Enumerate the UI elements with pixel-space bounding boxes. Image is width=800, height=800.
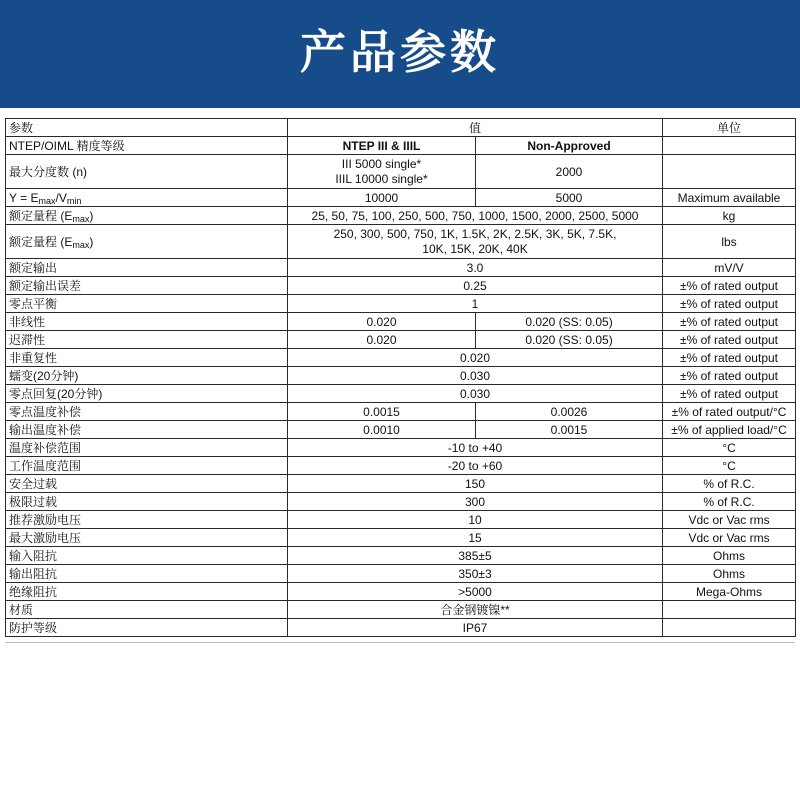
value-merged: 15	[288, 529, 663, 547]
value-line-1: III 5000 single*	[341, 156, 422, 171]
param-name: 推荐激励电压	[6, 511, 288, 529]
unit-cell: ±% of rated output	[663, 277, 796, 295]
value-merged: 350±3	[288, 565, 663, 583]
spec-table	[5, 118, 796, 637]
value-col-2: 0.020 (SS: 0.05)	[476, 313, 663, 331]
table-row	[6, 331, 796, 349]
unit-cell: Mega-Ohms	[663, 583, 796, 601]
table-row	[6, 259, 796, 277]
table-row	[6, 367, 796, 385]
spec-sheet	[5, 118, 795, 637]
unit-cell: ±% of rated output	[663, 367, 796, 385]
param-name: 防护等级	[6, 619, 288, 637]
value-line-2: 10K, 15K, 20K, 40K	[422, 241, 528, 256]
table-row	[6, 313, 796, 331]
value-merged: 3.0	[288, 259, 663, 277]
header-param: 参数	[6, 119, 288, 137]
value-line-2: IIIL 10000 single*	[335, 171, 428, 186]
param-name: 工作温度范围	[6, 457, 288, 475]
param-name	[6, 189, 288, 207]
table-row	[6, 421, 796, 439]
unit-cell: Vdc or Vac rms	[663, 511, 796, 529]
param-name: 零点回复(20分钟)	[6, 385, 288, 403]
value-col-2: 0.0026	[476, 403, 663, 421]
divider	[5, 642, 795, 643]
param-name: 零点平衡	[6, 295, 288, 313]
table-row	[6, 511, 796, 529]
value-col-2: Non-Approved	[476, 137, 663, 155]
param-name: 输出阻抗	[6, 565, 288, 583]
value-merged: -10 to +40	[288, 439, 663, 457]
value-col-2: 2000	[476, 155, 663, 189]
table-header-row	[6, 119, 796, 137]
table-row	[6, 457, 796, 475]
page-title: 产品参数	[300, 25, 500, 79]
param-name: 输入阻抗	[6, 547, 288, 565]
value-merged: 0.030	[288, 367, 663, 385]
table-row	[6, 529, 796, 547]
table-row	[6, 137, 796, 155]
name-part: 额定量程 (E	[9, 234, 73, 249]
param-name: 额定输出	[6, 259, 288, 277]
param-name: 输出温度补偿	[6, 421, 288, 439]
table-row	[6, 493, 796, 511]
name-subscript: max	[72, 213, 90, 224]
unit-cell: °C	[663, 439, 796, 457]
unit-cell: Ohms	[663, 565, 796, 583]
param-name	[6, 225, 288, 259]
table-row	[6, 349, 796, 367]
value-merged: IP67	[288, 619, 663, 637]
table-row	[6, 601, 796, 619]
param-name: 极限过载	[6, 493, 288, 511]
unit-cell: ±% of rated output	[663, 349, 796, 367]
value-col-1: 0.0015	[288, 403, 476, 421]
unit-cell: Vdc or Vac rms	[663, 529, 796, 547]
value-merged: 300	[288, 493, 663, 511]
name-part: )	[89, 208, 94, 223]
table-row	[6, 225, 796, 259]
table-row	[6, 277, 796, 295]
param-name: 最大分度数 (n)	[6, 155, 288, 189]
unit-cell: ±% of rated output/°C	[663, 403, 796, 421]
table-row	[6, 403, 796, 421]
table-row	[6, 619, 796, 637]
title-banner	[0, 0, 800, 108]
unit-cell: ±% of applied load/°C	[663, 421, 796, 439]
header-unit: 单位	[663, 119, 796, 137]
unit-cell	[663, 137, 796, 155]
param-name: 零点温度补偿	[6, 403, 288, 421]
name-subscript: max	[72, 239, 90, 250]
value-col-2: 0.0015	[476, 421, 663, 439]
unit-cell: ±% of rated output	[663, 331, 796, 349]
value-merged: 150	[288, 475, 663, 493]
name-part: /V	[55, 190, 67, 205]
value-merged: 0.020	[288, 349, 663, 367]
name-part: 额定量程 (E	[9, 208, 73, 223]
param-name: 安全过载	[6, 475, 288, 493]
value-merged: -20 to +60	[288, 457, 663, 475]
param-name: 非重复性	[6, 349, 288, 367]
unit-cell	[663, 619, 796, 637]
param-name: 蠕变(20分钟)	[6, 367, 288, 385]
value-line-1: 250, 300, 500, 750, 1K, 1.5K, 2K, 2.5K, 3K, 5K, 7.5K,	[333, 226, 617, 241]
table-row	[6, 547, 796, 565]
value-merged: >5000	[288, 583, 663, 601]
unit-cell: ±% of rated output	[663, 385, 796, 403]
unit-cell: ±% of rated output	[663, 295, 796, 313]
value-col-2: 5000	[476, 189, 663, 207]
name-part: )	[89, 234, 94, 249]
unit-cell: kg	[663, 207, 796, 225]
unit-cell	[663, 601, 796, 619]
table-row	[6, 385, 796, 403]
unit-cell	[663, 155, 796, 189]
value-merged: 10	[288, 511, 663, 529]
value-col-1: 0.0010	[288, 421, 476, 439]
value-merged: 合金钢镀镍**	[288, 601, 663, 619]
param-name: 最大激励电压	[6, 529, 288, 547]
unit-cell: Ohms	[663, 547, 796, 565]
value-col-1: 0.020	[288, 313, 476, 331]
value-merged: 0.030	[288, 385, 663, 403]
table-row	[6, 439, 796, 457]
table-row	[6, 475, 796, 493]
unit-cell: °C	[663, 457, 796, 475]
value-col-1: 10000	[288, 189, 476, 207]
table-row	[6, 565, 796, 583]
unit-cell: lbs	[663, 225, 796, 259]
unit-cell: Maximum available	[663, 189, 796, 207]
unit-cell: mV/V	[663, 259, 796, 277]
param-name: 绝缘阻抗	[6, 583, 288, 601]
unit-cell: ±% of rated output	[663, 313, 796, 331]
value-col-1: NTEP III & IIIL	[288, 137, 476, 155]
unit-cell: % of R.C.	[663, 475, 796, 493]
value-merged: 1	[288, 295, 663, 313]
table-row	[6, 189, 796, 207]
param-name: 额定输出误差	[6, 277, 288, 295]
unit-cell: % of R.C.	[663, 493, 796, 511]
param-name	[6, 207, 288, 225]
param-name: 非线性	[6, 313, 288, 331]
value-merged: 0.25	[288, 277, 663, 295]
name-part: Y = E	[9, 190, 39, 205]
name-subscript: max	[38, 195, 56, 206]
value-col-2: 0.020 (SS: 0.05)	[476, 331, 663, 349]
param-name: NTEP/OIML 精度等级	[6, 137, 288, 155]
table-row	[6, 583, 796, 601]
table-row	[6, 155, 796, 189]
value-merged: 25, 50, 75, 100, 250, 500, 750, 1000, 1500, 2000, 2500, 5000	[288, 207, 663, 225]
param-name: 材质	[6, 601, 288, 619]
name-subscript: min	[66, 195, 82, 206]
value-merged: 385±5	[288, 547, 663, 565]
value-col-1	[288, 155, 476, 189]
header-value: 值	[288, 119, 663, 137]
value-col-1: 0.020	[288, 331, 476, 349]
table-row	[6, 295, 796, 313]
table-row	[6, 207, 796, 225]
param-name: 温度补偿范围	[6, 439, 288, 457]
value-merged	[288, 225, 663, 259]
param-name: 迟滞性	[6, 331, 288, 349]
